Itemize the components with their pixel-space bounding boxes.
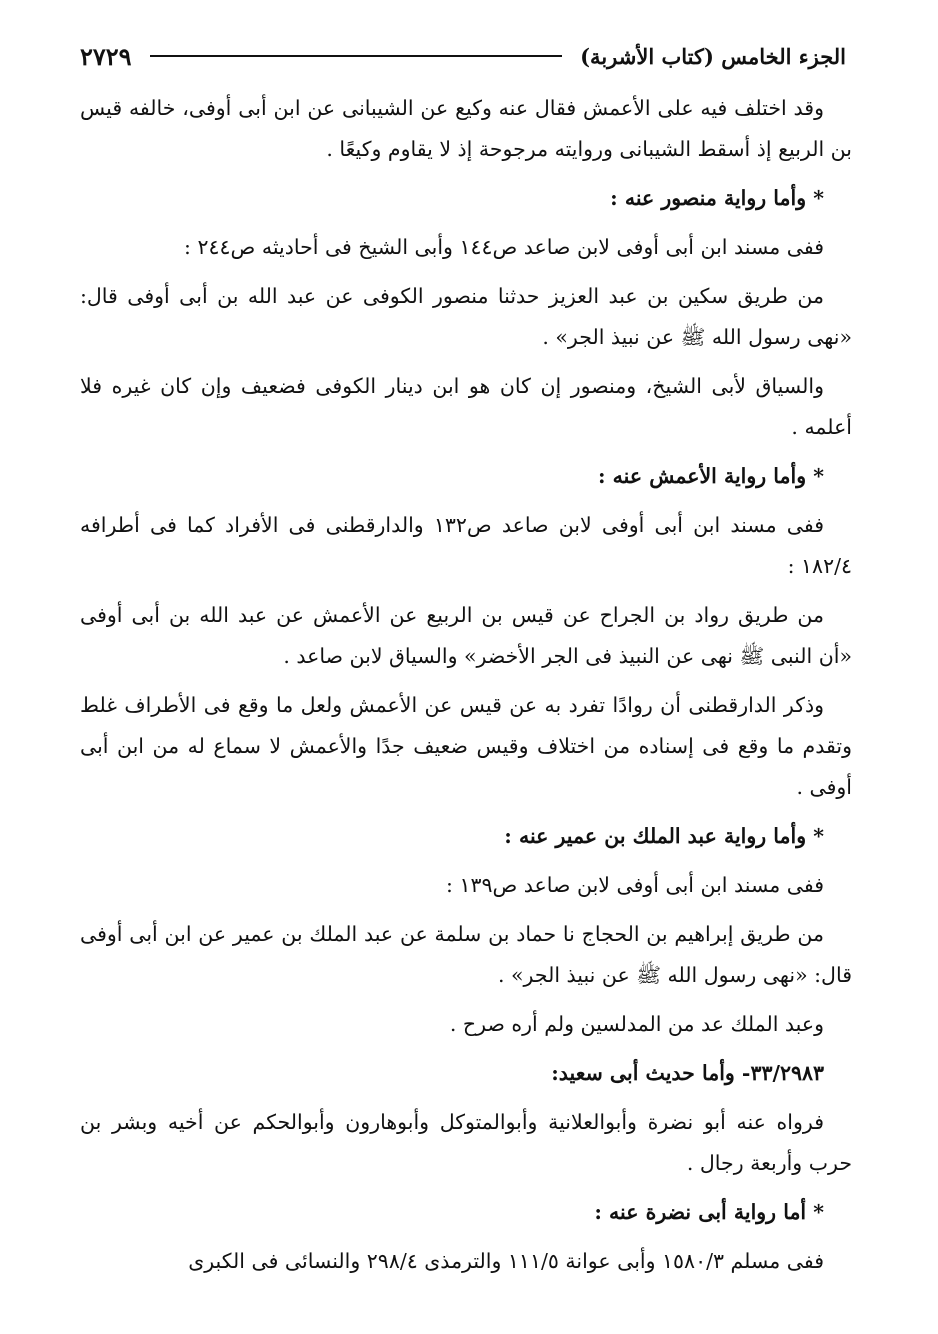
running-title: الجزء الخامس (كتاب الأشربة) — [580, 43, 846, 69]
paragraph: وذكر الدارقطنى أن روادًا تفرد به عن قيس عن الأعمش ولعل ما وقع فى الأطراف غلط وتقدم ما وقع فى إسناده من اختلاف وقيس ضعيف جدًا والأعمش لا سماع له من ابن أبى أوفى . — [80, 693, 852, 799]
paragraph: من طريق رواد بن الجراح عن قيس بن الربيع عن الأعمش عن عبد الله بن أبى أوفى «أن النبى ﷺ نهى عن النبيذ فى الجر الأخضر» والسياق لابن صاعد . — [80, 603, 852, 668]
paragraph: ففى مسند ابن أبى أوفى لابن صاعد ص١٤٤ وأبى الشيخ فى أحاديثه ص٢٤٤ : — [184, 235, 824, 259]
paragraph: ففى مسند ابن أبى أوفى لابن صاعد ص١٣٢ والدارقطنى فى الأفراد كما فى أطرافه ١٨٢/٤ : — [80, 513, 852, 578]
star-marker: * — [813, 464, 824, 488]
paragraph: ففى مسند ابن أبى أوفى لابن صاعد ص١٣٩ : — [446, 873, 824, 897]
section-heading — [80, 1192, 852, 1233]
heading-text: وأما رواية عبد الملك بن عمير عنه : — [504, 824, 807, 848]
heading-text: أما رواية أبى نضرة عنه : — [594, 1200, 807, 1224]
paragraph: والسياق لأبى الشيخ، ومنصور إن كان هو ابن دينار الكوفى فضعيف وإن كان غيره فلا أعلمه . — [80, 374, 852, 439]
paragraph: وقد اختلف فيه على الأعمش فقال عنه وكيع عن الشيبانى عن ابن أبى أوفى، خالفه قيس بن الربيع إذ أسقط الشيبانى وروايته مرجوحة إذ لا يقاوم وكيعًا . — [80, 96, 852, 161]
star-marker: * — [813, 186, 824, 210]
hadith-heading: ٣٣/٢٩٨٣- وأما حديث أبى سعيد: — [551, 1061, 824, 1085]
paragraph: وعبد الملك عد من المدلسين ولم أره صرح . — [449, 1012, 824, 1036]
paragraph: من طريق سكين بن عبد العزيز حدثنا منصور الكوفى عن عبد الله بن أبى أوفى قال: «نهى رسول الله ﷺ عن نبيذ الجر» . — [80, 284, 852, 349]
paragraph: ففى مسلم ١٥٨٠/٣ وأبى عوانة ١١١/٥ والترمذى ٢٩٨/٤ والنسائى فى الكبرى — [188, 1249, 824, 1273]
heading-text: وأما رواية منصور عنه : — [610, 186, 807, 210]
paragraph: فرواه عنه أبو نضرة وأبوالعلانية وأبوالمتوكل وأبوهارون وأبوالحكم عن أخيه وبشر بن حرب وأربعة رجال . — [80, 1110, 852, 1175]
page-number: ٢٧٢٩ — [80, 41, 132, 71]
header-rule — [150, 55, 563, 57]
section-heading — [80, 456, 852, 497]
paragraph: من طريق إبراهيم بن الحجاج نا حماد بن سلمة عن عبد الملك بن عمير عن ابن أبى أوفى قال: «نهى رسول الله ﷺ عن نبيذ الجر» . — [80, 922, 852, 987]
section-heading — [80, 816, 852, 857]
heading-text: وأما رواية الأعمش عنه : — [597, 464, 807, 488]
star-marker: * — [813, 1200, 824, 1224]
running-header — [80, 38, 846, 74]
section-heading — [80, 178, 852, 219]
star-marker: * — [813, 824, 824, 848]
body-text — [80, 88, 852, 1290]
